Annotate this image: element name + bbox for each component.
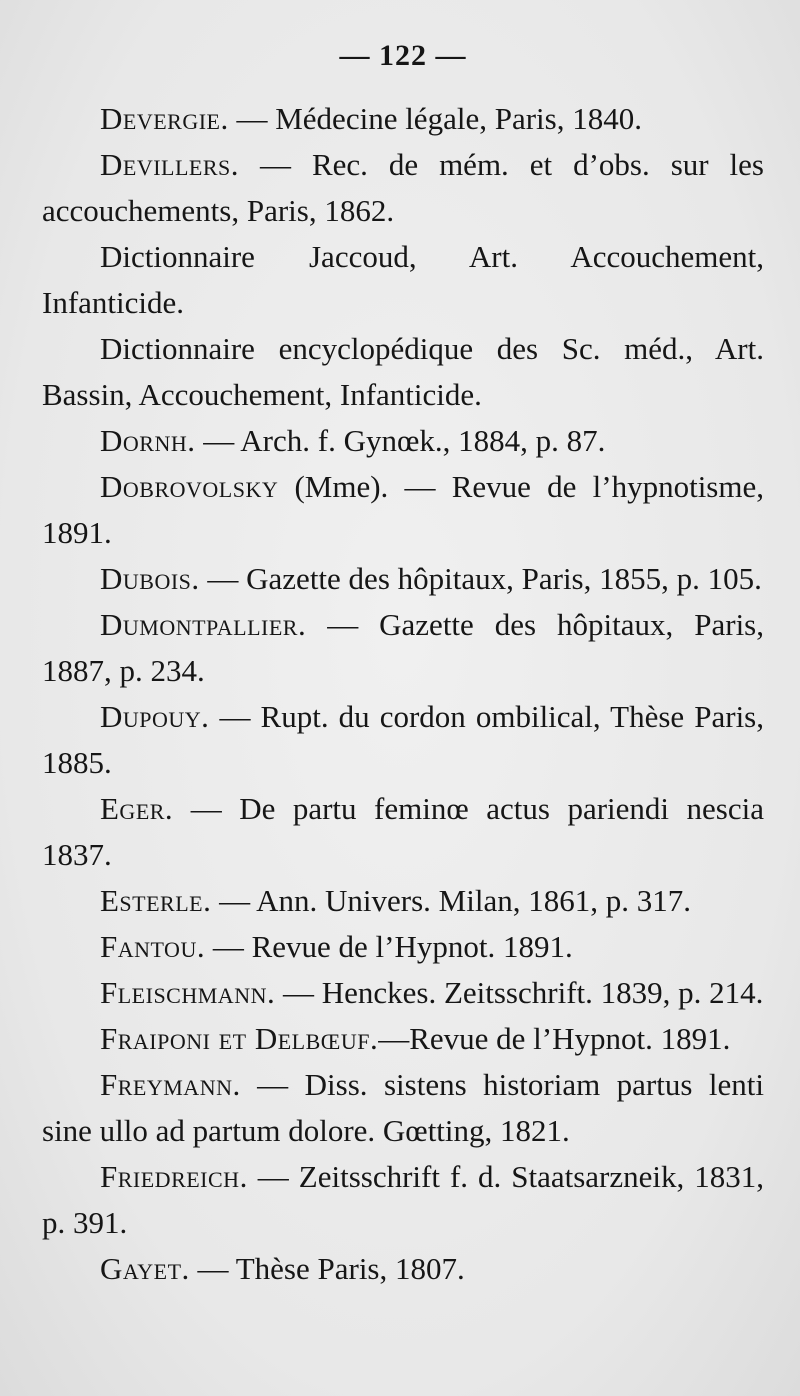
- bibliography-entry: [42, 786, 764, 878]
- entry-text: — Revue de l’Hypnot. 1891.: [205, 929, 573, 964]
- entry-text: — Thèse Paris, 1807.: [189, 1251, 465, 1286]
- entry-author: Friedreich.: [100, 1159, 248, 1194]
- bibliography-entry: [42, 234, 764, 326]
- entry-text: — Rec. de mém. et d’obs. sur les accouchements, Paris, 1862.: [42, 147, 764, 228]
- page-number: — 122 —: [339, 39, 467, 72]
- bibliography-entry: [42, 1062, 764, 1154]
- entry-text: — Médecine légale, Paris, 1840.: [228, 101, 642, 136]
- entry-author: Eger.: [100, 791, 174, 826]
- bibliography-entry: [42, 602, 764, 694]
- entry-text: — De partu feminœ actus pariendi nescia 1837.: [42, 791, 764, 872]
- bibliography-entry: [42, 970, 764, 1016]
- entry-author: Gayet.: [100, 1251, 190, 1286]
- entry-author: Devillers.: [100, 147, 240, 182]
- bibliography-entry: [42, 1154, 764, 1246]
- entry-text: Dictionnaire Jaccoud, Art. Accouchement, Infanticide.: [42, 239, 764, 320]
- entry-author: Esterle.: [100, 883, 212, 918]
- bibliography-entry: [42, 326, 764, 418]
- entry-text: (Mme). — Revue de l’hypnotisme, 1891.: [42, 469, 764, 550]
- bibliography-entry: [42, 878, 764, 924]
- bibliography-entry: [42, 556, 764, 602]
- entry-author: Dumontpallier.: [100, 607, 307, 642]
- entry-text: — Henckes. Zeitsschrift. 1839, p. 214.: [275, 975, 764, 1010]
- bibliography-entry: [42, 464, 764, 556]
- entry-text: — Rupt. du cordon ombilical, Thèse Paris, 1885.: [42, 699, 764, 780]
- entry-text: — Gazette des hôpitaux, Paris, 1887, p. 234.: [42, 607, 764, 688]
- bibliography-entry: [42, 694, 764, 786]
- bibliography-entry: [42, 1016, 764, 1062]
- entry-author: Dornh.: [100, 423, 196, 458]
- bibliography-entry: [42, 142, 764, 234]
- entry-text: Dictionnaire encyclopédique des Sc. méd., Art. Bassin, Accouchement, Infanticide.: [42, 331, 764, 412]
- bibliography-entry: [42, 1246, 764, 1292]
- entry-author: Fantou.: [100, 929, 206, 964]
- entry-author: Freymann.: [100, 1067, 241, 1102]
- entry-text: — Ann. Univers. Milan, 1861, p. 317.: [211, 883, 691, 918]
- entry-author: Dubois.: [100, 561, 200, 596]
- entry-author: Fraiponi et Delbœuf.: [100, 1021, 379, 1056]
- bibliography-entry: [42, 924, 764, 970]
- entry-text: — Zeitsschrift f. d. Staatsarzneik, 1831, p. 391.: [42, 1159, 764, 1240]
- bibliography-entry: [42, 96, 764, 142]
- entry-author: Dobrovolsky: [100, 469, 279, 504]
- bibliography-entry: [42, 418, 764, 464]
- entry-text: — Gazette des hôpitaux, Paris, 1855, p. 105.: [199, 561, 762, 596]
- entry-text: —Revue de l’Hypnot. 1891.: [378, 1021, 731, 1056]
- entry-author: Fleischmann.: [100, 975, 276, 1010]
- entry-author: Devergie.: [100, 101, 229, 136]
- entry-text: — Diss. sistens historiam partus lenti sine ullo ad partum dolore. Gœtting, 1821.: [42, 1067, 764, 1148]
- entry-author: Dupouy.: [100, 699, 210, 734]
- entry-text: — Arch. f. Gynœk., 1884, p. 87.: [195, 423, 606, 458]
- bibliography-list: [42, 96, 764, 1292]
